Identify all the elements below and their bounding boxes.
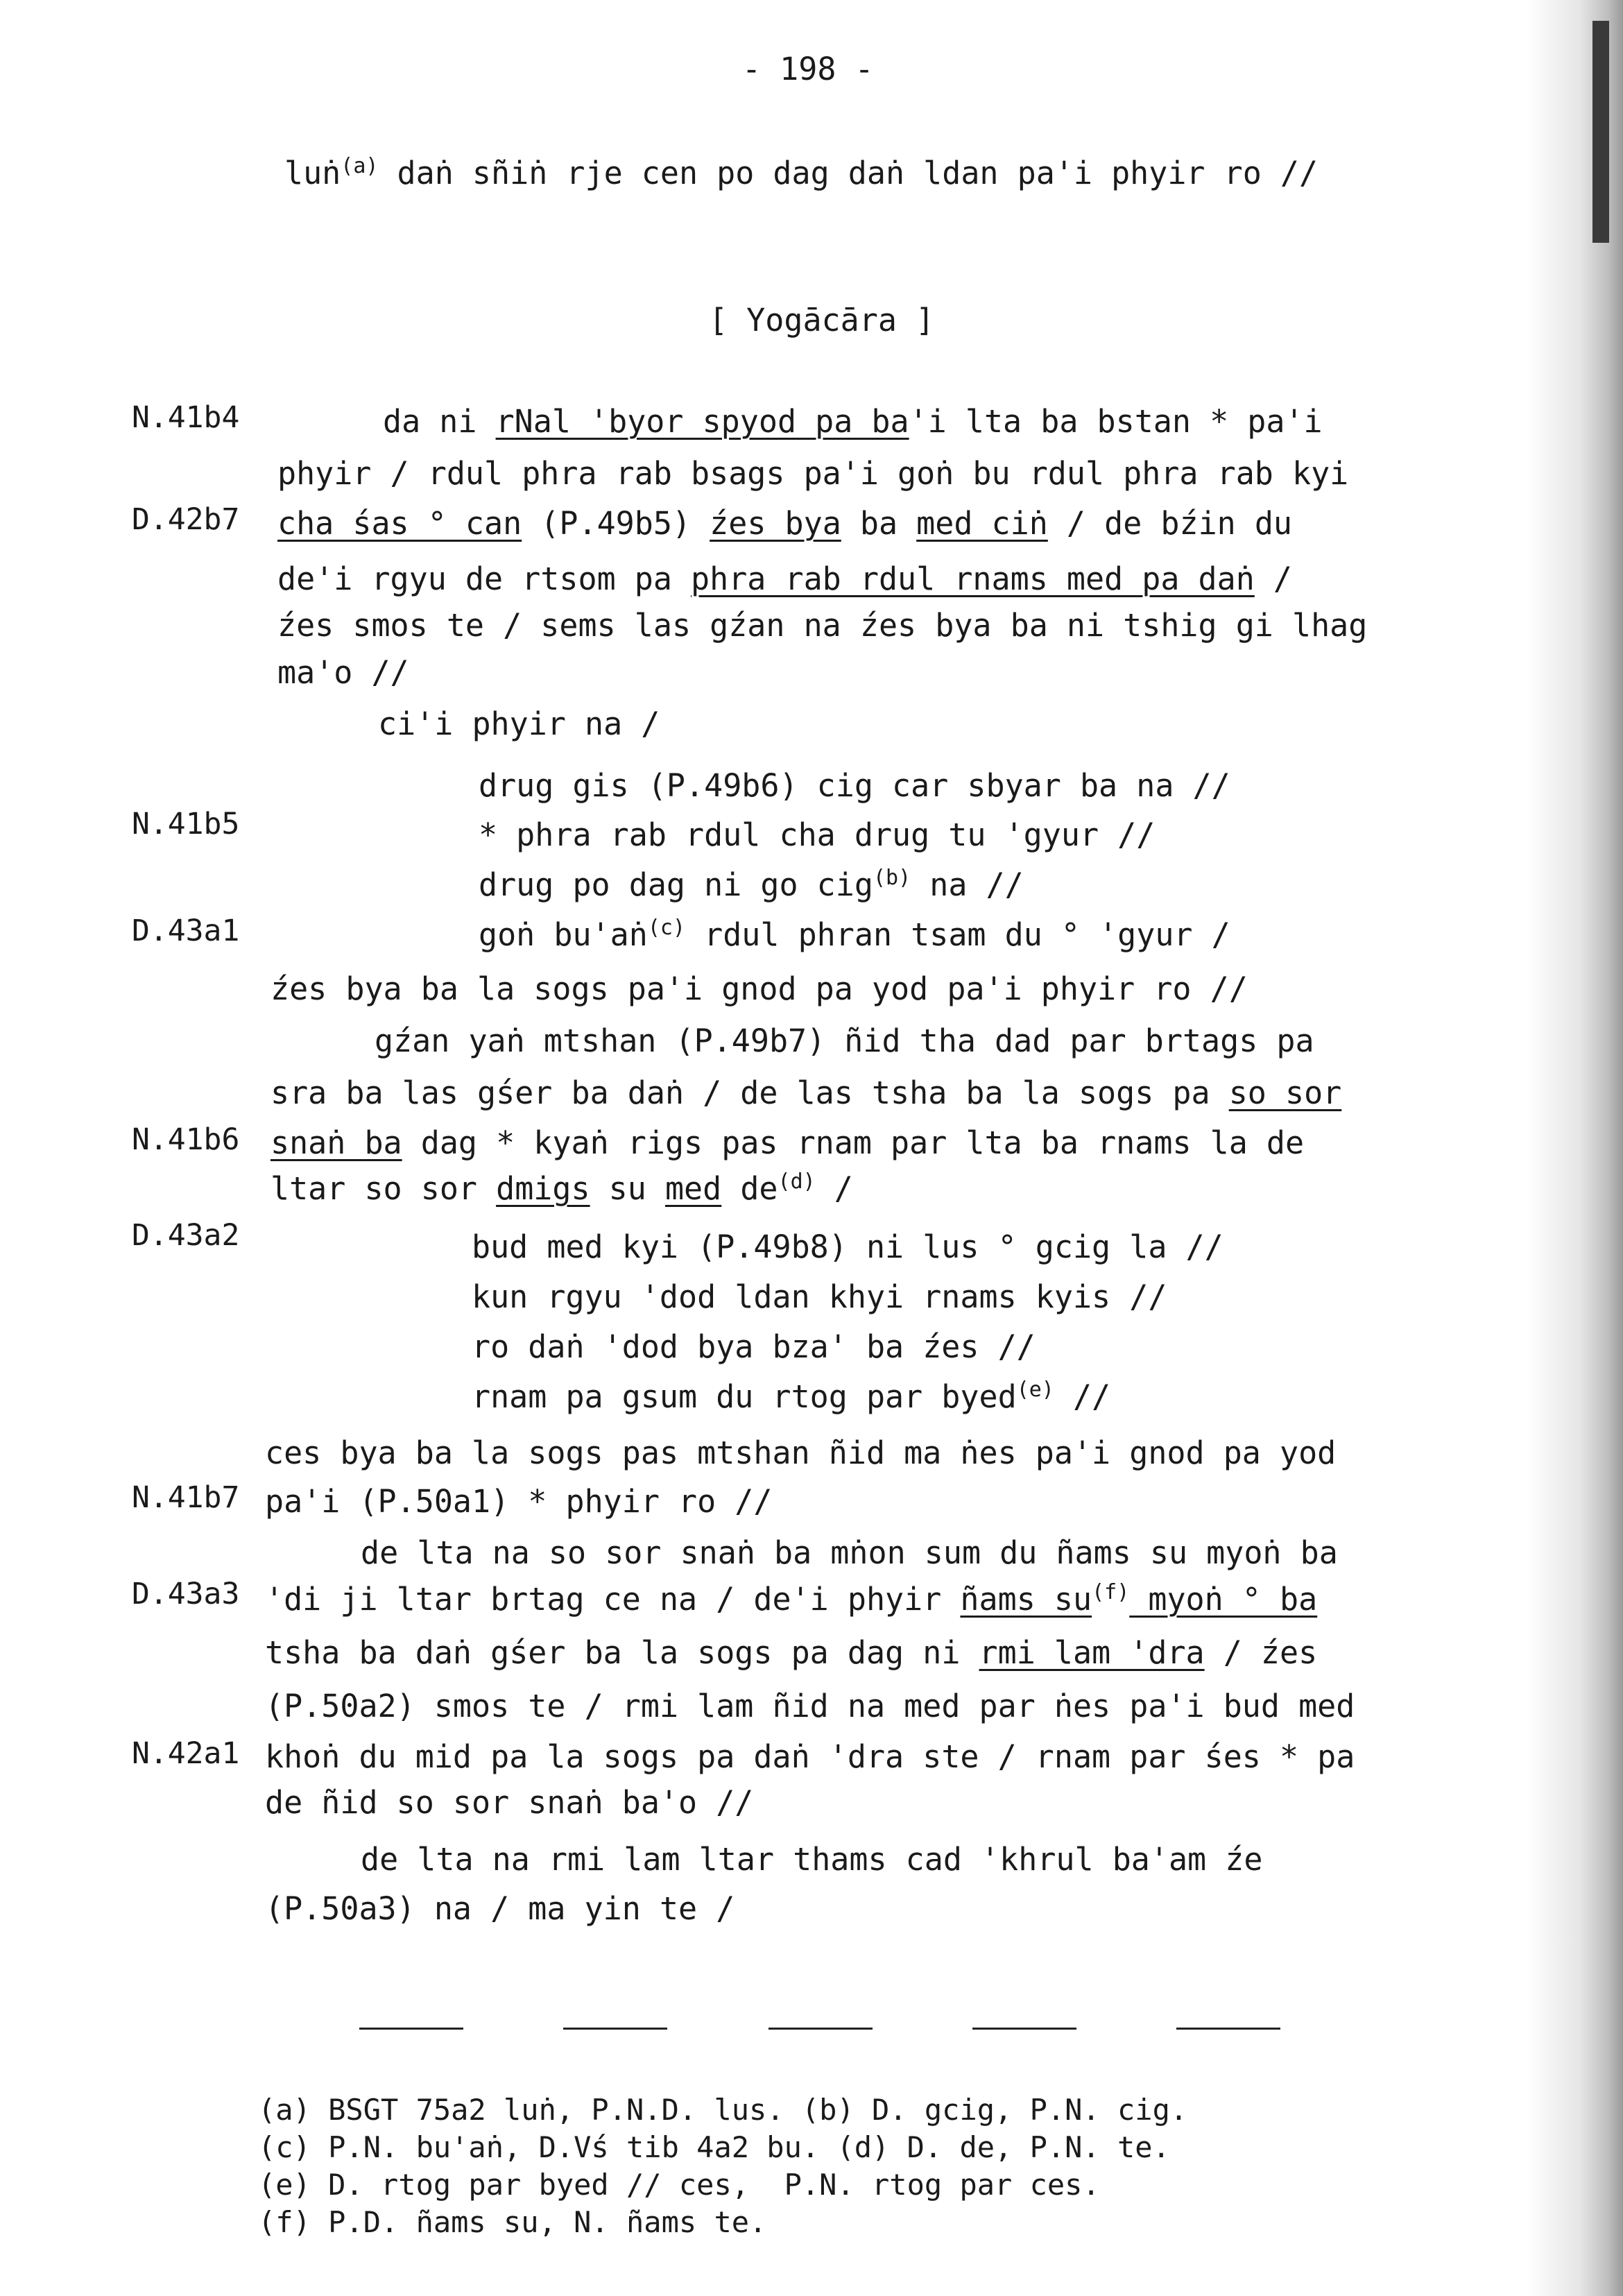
- text-line: de ñid so sor snaṅ ba'o //: [265, 1784, 754, 1821]
- separator-dash: [563, 2028, 667, 2030]
- footnote: (e) D. rtog par byed // ces, P.N. rtog par ces.: [258, 2168, 1100, 2202]
- page-number: - 198 -: [742, 51, 874, 87]
- margin-reference: N.41b5: [132, 807, 240, 841]
- text-line: cha śas ° can (P.49b5) źes bya ba med ciṅ / de bźin du: [277, 505, 1293, 542]
- verse-line: bud med kyi (P.49b8) ni lus ° gcig la //: [472, 1228, 1223, 1265]
- text-line: sra ba las gśer ba daṅ / de las tsha ba la sogs pa so sor: [270, 1074, 1342, 1111]
- scanned-page-edge-mark: [1592, 21, 1609, 243]
- verse-line: rnam pa gsum du rtog par byed$^{(e)}$ //: [472, 1378, 1111, 1415]
- margin-reference: N.41b6: [132, 1122, 240, 1157]
- text-line: tsha ba daṅ gśer ba la sogs pa dag ni rmi lam 'dra / źes: [265, 1634, 1318, 1671]
- separator-dash: [1176, 2028, 1280, 2030]
- text-line: pa'i (P.50a1) * phyir ro //: [265, 1483, 773, 1520]
- text-line: phyir / rdul phra rab bsags pa'i goṅ bu rdul phra rab kyi: [277, 455, 1349, 492]
- text-line: khoṅ du mid pa la sogs pa daṅ 'dra ste / rnam par śes * pa: [265, 1738, 1355, 1775]
- verse-line: goṅ bu'aṅ$^{(c)}$ rdul phran tsam du ° 'gyur /: [479, 916, 1230, 953]
- margin-reference: D.42b7: [132, 502, 240, 537]
- text-line: snaṅ ba dag * kyaṅ rigs pas rnam par lta ba rnams la de: [270, 1124, 1305, 1161]
- margin-reference: D.43a1: [132, 914, 240, 948]
- footnote-marker: (f): [1092, 1580, 1130, 1604]
- footnote: (a) BSGT 75a2 luṅ, P.N.D. lus. (b) D. gcig, P.N. cig.: [258, 2093, 1188, 2127]
- text-line: ma'o //: [277, 654, 409, 691]
- text-line: 'di ji ltar brtag ce na / de'i phyir ñams $su^{(f)}$ myoṅ ° ba: [265, 1580, 1318, 1618]
- separator-dash: [972, 2028, 1076, 2030]
- text-line: de'i rgyu de rtsom pa phra rab rdul rnams med pa daṅ /: [277, 560, 1292, 597]
- margin-reference: D.43a2: [132, 1218, 240, 1253]
- footnote: (c) P.N. bu'aṅ, D.Vś tib 4a2 bu. (d) D. de, P.N. te.: [258, 2130, 1170, 2164]
- footnote-marker: (a): [341, 154, 379, 178]
- text-line: źes bya ba la sogs pa'i gnod pa yod pa'i phyir ro //: [270, 970, 1248, 1007]
- verse-line: drug gis (P.49b6) cig car sbyar ba na //: [479, 767, 1230, 804]
- text-line: ltar so sor dmigs su med $de^{(d)}$ /: [270, 1170, 853, 1207]
- verse-line: kun rgyu 'dod ldan khyi rnams kyis //: [472, 1278, 1167, 1315]
- section-title: [ Yogācāra ]: [709, 302, 935, 339]
- text-line: ci'i phyir na /: [378, 705, 660, 742]
- separator-dash: [768, 2028, 873, 2030]
- text-line: de lta na rmi lam ltar thams cad 'khrul ba'am źe: [361, 1841, 1263, 1878]
- margin-reference: N.41b4: [132, 400, 240, 435]
- verse-line: drug po dag ni go cig$^{(b)}$ na //: [479, 866, 1024, 903]
- text-line: źes smos te / sems las gźan na źes bya ba ni tshig gi lhag: [277, 607, 1368, 644]
- text-line: da ni rNal 'byor spyod pa ba'i lta ba bstan * pa'i: [383, 403, 1323, 440]
- verse-line: * phra rab rdul cha drug tu 'gyur //: [479, 816, 1156, 853]
- footnote-marker: (d): [778, 1170, 816, 1194]
- text-line: luṅ$^{(a)}$ daṅ sñiṅ rje cen po dag daṅ ldan pa'i phyir ro //: [284, 154, 1319, 191]
- footnote-marker: (b): [873, 866, 911, 890]
- text-line: ces bya ba la sogs pas mtshan ñid ma ṅes pa'i gnod pa yod: [265, 1434, 1337, 1471]
- footnote-marker: (c): [647, 916, 686, 940]
- scanned-page-edge-shadow: [1526, 0, 1623, 2296]
- text-line: (P.50a2) smos te / rmi lam ñid na med par ṅes pa'i bud med: [265, 1688, 1355, 1724]
- margin-reference: N.42a1: [132, 1736, 240, 1771]
- footnote: (f) P.D. ñams su, N. ñams te.: [258, 2205, 767, 2239]
- verse-line: ro daṅ 'dod bya bza' ba źes //: [472, 1328, 1036, 1365]
- separator-dash: [359, 2028, 463, 2030]
- margin-reference: D.43a3: [132, 1577, 240, 1611]
- text-line: de lta na so sor snaṅ ba mṅon sum du ñams su myoṅ ba: [361, 1534, 1338, 1571]
- footnote-marker: (e): [1016, 1378, 1054, 1402]
- margin-reference: N.41b7: [132, 1480, 240, 1515]
- text-line: gźan yaṅ mtshan (P.49b7) ñid tha dad par brtags pa: [375, 1022, 1314, 1059]
- text-line: (P.50a3) na / ma yin te /: [265, 1890, 735, 1927]
